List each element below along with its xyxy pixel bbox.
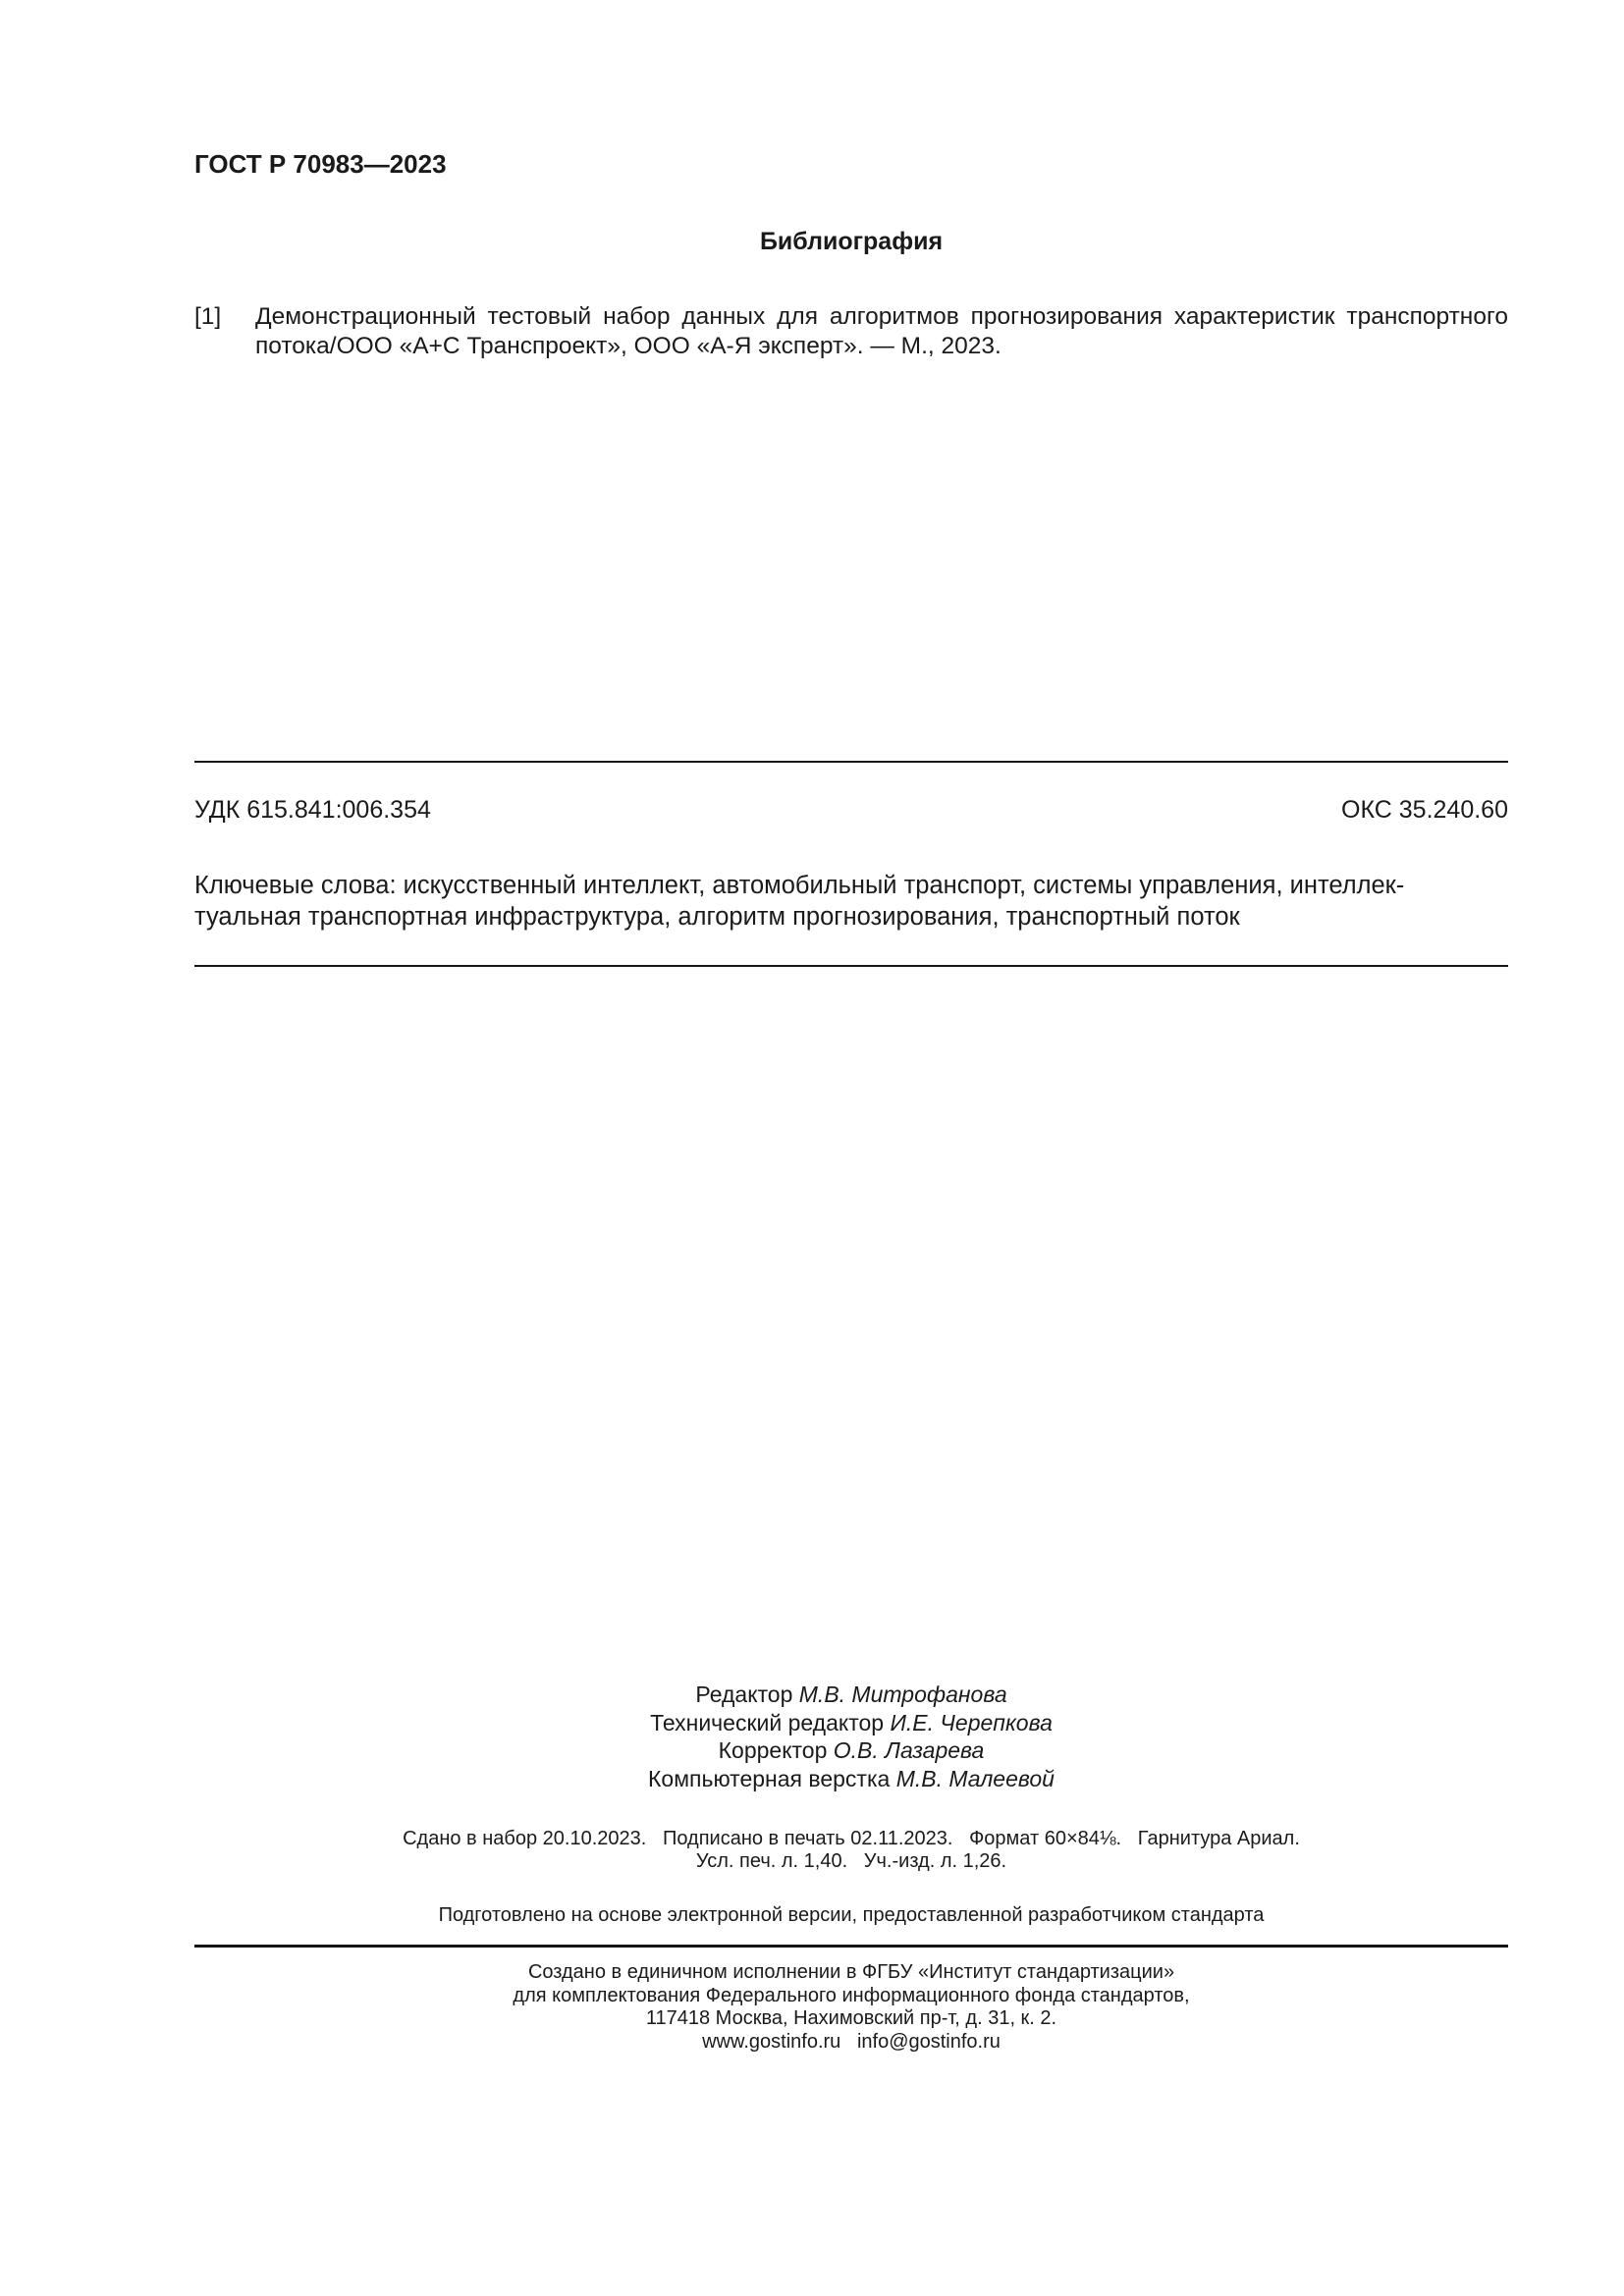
credit-name: М.В. Малеевой [895, 1765, 1055, 1791]
email-link[interactable]: info@gostinfo.ru [856, 2030, 1001, 2053]
credit-role: Технический редактор [650, 1709, 885, 1735]
bibliography-entry-number: [1] [194, 303, 222, 330]
divider-keywords [194, 965, 1508, 967]
imprint-info [194, 1828, 1508, 1873]
credit-layout [194, 1765, 1508, 1793]
publisher-line-2: для комплектования Федерального информационного фонда стандартов, [513, 1984, 1190, 2006]
imprint-line-2: Усл. печ. л. 1,40. Уч.-изд. л. 1,26. [695, 1850, 1007, 1872]
classification-codes [194, 795, 1508, 825]
document-code: ГОСТ Р 70983—2023 [194, 149, 447, 179]
publisher-address: 117418 Москва, Нахимовский пр-т, д. 31, к. 2. [645, 2007, 1057, 2029]
credit-role: Корректор [718, 1737, 828, 1763]
divider-bottom [194, 1945, 1508, 1948]
publisher-contacts [194, 2031, 1508, 2055]
editorial-credits [194, 1681, 1508, 1792]
credit-proofreader [194, 1736, 1508, 1765]
credit-name: О.В. Лазарева [833, 1737, 985, 1763]
divider-top [194, 761, 1508, 763]
prepared-note: Подготовлено на основе электронной версии, предоставленной разработчиком стандарта [438, 1904, 1265, 1926]
udk-code: УДК 615.841:006.354 [194, 796, 431, 824]
bibliography-entry-text: Демонстрационный тестовый набор данных для алгоритмов прогнозирования характеристик транспортного потока/ООО «А+С Транспроект», ООО «А-Я эксперт». — М., 2023. [255, 303, 1508, 359]
keywords [194, 870, 1508, 933]
credit-role: Компьютерная верстка [648, 1765, 891, 1791]
publisher-info [194, 1961, 1508, 2054]
credit-name: И.Е. Черепкова [890, 1709, 1053, 1735]
credit-technical-editor [194, 1709, 1508, 1737]
imprint-line-1: Сдано в набор 20.10.2023. Подписано в печать 02.11.2023. Формат 60×84⅛. Гарнитура Ариал. [403, 1828, 1300, 1849]
keywords-line-2: туальная транспортная инфраструктура, алгоритм прогнозирования, транспортный поток [194, 903, 1240, 931]
credit-name: М.В. Митрофанова [798, 1682, 1007, 1707]
website-link[interactable]: www.gostinfo.ru [702, 2030, 841, 2053]
publisher-line-1: Создано в единичном исполнении в ФГБУ «Институт стандартизации» [527, 1961, 1175, 1983]
credit-role: Редактор [695, 1682, 793, 1707]
credit-editor [194, 1681, 1508, 1709]
bibliography-title: Библиография [759, 228, 944, 255]
oks-code: ОКС 35.240.60 [1341, 796, 1508, 824]
keywords-line-1: Ключевые слова: искусственный интеллект, автомобильный транспорт, системы управления, интеллек- [194, 872, 1405, 899]
bibliography-entry [194, 302, 1508, 361]
